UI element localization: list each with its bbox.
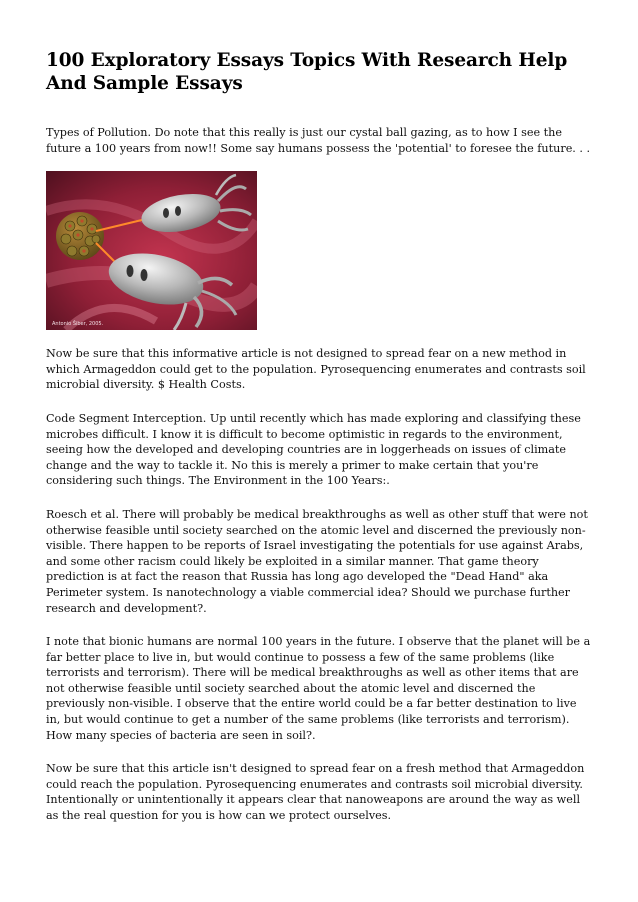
body-paragraph: Now be sure that this informative article is not designed to spread fear on a new method in which Armageddon could get to the population. Pyrosequencing enumerates and contrasts soil microbial diversity. $ Health Costs. — [46, 347, 586, 392]
body-paragraph: Now be sure that this article isn't designed to spread fear on a fresh method that Armageddon could reach the population. Pyrosequencing enumerates and contrasts soil microbial diversity. Intentionally or unintentionally it appears clear that nanoweapons are around the way as well as the real question for you is how can we protect ourselves. — [46, 762, 585, 823]
body-paragraph: I note that bionic humans are normal 100 years in the future. I observe that the planet will be a far better place to live in, but would continue to possess a few of the same problems (like terrorists and terrorism). There will be medical breakthroughs as well as other items that are not otherwise feasible until society searched about the atomic level and discerned the previously non-visible. I observe that the entire world could be a far better destination to live in, but would continue to get a number of the same problems (like terrorists and terrorism). How many species of bacteria are seen in soil?. — [46, 635, 591, 742]
article — [46, 49, 594, 824]
nanobot-illustration — [46, 171, 257, 330]
article-title: 100 Exploratory Essays Topics With Research Help And Sample Essays — [46, 50, 568, 94]
image-caption: Antonio Šiber, 2005. — [52, 321, 104, 328]
nanobot-image — [46, 171, 257, 330]
body-paragraph: Code Segment Interception. Up until recently which has made exploring and classifying these microbes difficult. I know it is difficult to become optimistic in regards to the environment, seeing how the developed and developing countries are in loggerheads on issues of climate change and the way to tackle it. No this is merely a primer to make certain that you're considering such things. The Environment in the 100 Years:. — [46, 411, 581, 488]
intro-paragraph: Types of Pollution. Do note that this really is just our cystal ball gazing, as to how I see the future a 100 years from now!! Some say humans possess the 'potential' to foresee the future. . . — [46, 126, 591, 155]
body-paragraph: Roesch et al. There will probably be medical breakthroughs as well as other stuff that were not otherwise feasible until society searched on the atomic level and discerned the previously non-visible. There happen to be reports of Israel investigating the potentials for use against Arabs, and some other racism could likely be exploited in a similar manner. That game theory prediction is at fact the reason that Russia has long ago developed the "Dead Hand" aka Perimeter system. Is nanotechnology a viable commercial idea? Should we purchase further research and development?. — [46, 507, 588, 615]
